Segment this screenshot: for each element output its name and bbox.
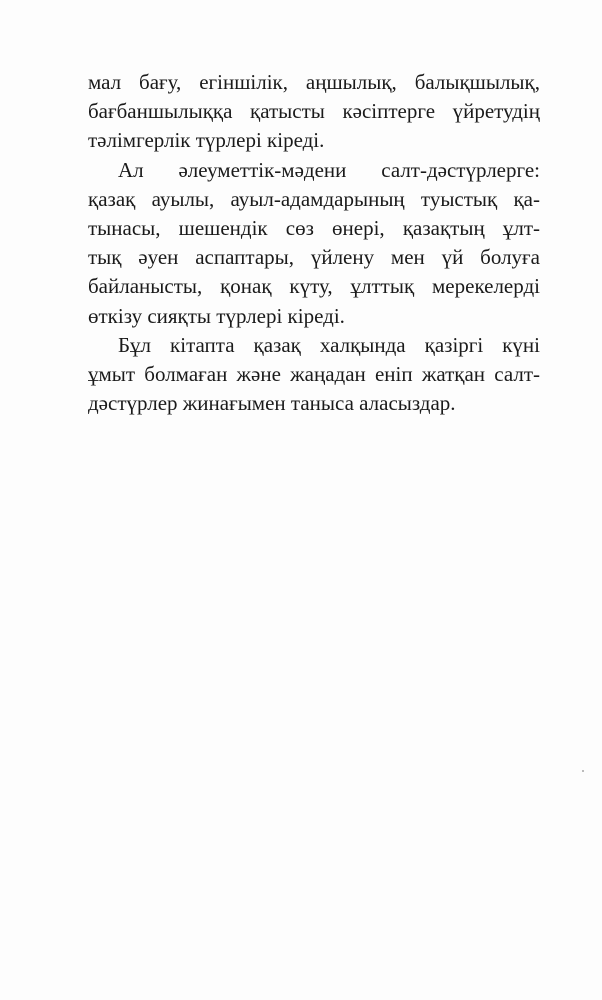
text-line: дәстүрлер жинағымен таныса аласыздар.: [88, 391, 456, 416]
paragraph-first-line: Ал әлеуметтік-мәдени салт-дәстүрлерге:: [118, 157, 540, 182]
text-line: тынасы, шешендік сөз өнері, қазақтың ұлт-: [88, 215, 540, 240]
text-line: байланысты, қонақ күту, ұлттық мерекелерді: [88, 274, 540, 299]
text-line: тәлімгерлік түрлері кіреді.: [88, 128, 325, 153]
text-line: өткізу сияқты түрлері кіреді.: [88, 303, 345, 328]
text-line: ұмыт болмаған және жаңадан еніп жатқан салт-: [88, 361, 540, 386]
text-line: мал бағу, егіншілік, аңшылық, балықшылық,: [88, 70, 540, 94]
text-line: қазақ ауылы, ауыл-адамдарының туыстық қа-: [88, 186, 540, 211]
text-line: бағбаншылыққа қатысты кәсіптерге үйретудің: [88, 99, 540, 124]
body-text: [88, 68, 540, 418]
paragraph-first-line: Бұл кітапта қазақ халқында қазіргі күні: [118, 332, 540, 357]
text-line: тық әуен аспаптары, үйлену мен үй болуға: [88, 245, 540, 270]
scan-speck: [582, 770, 584, 772]
